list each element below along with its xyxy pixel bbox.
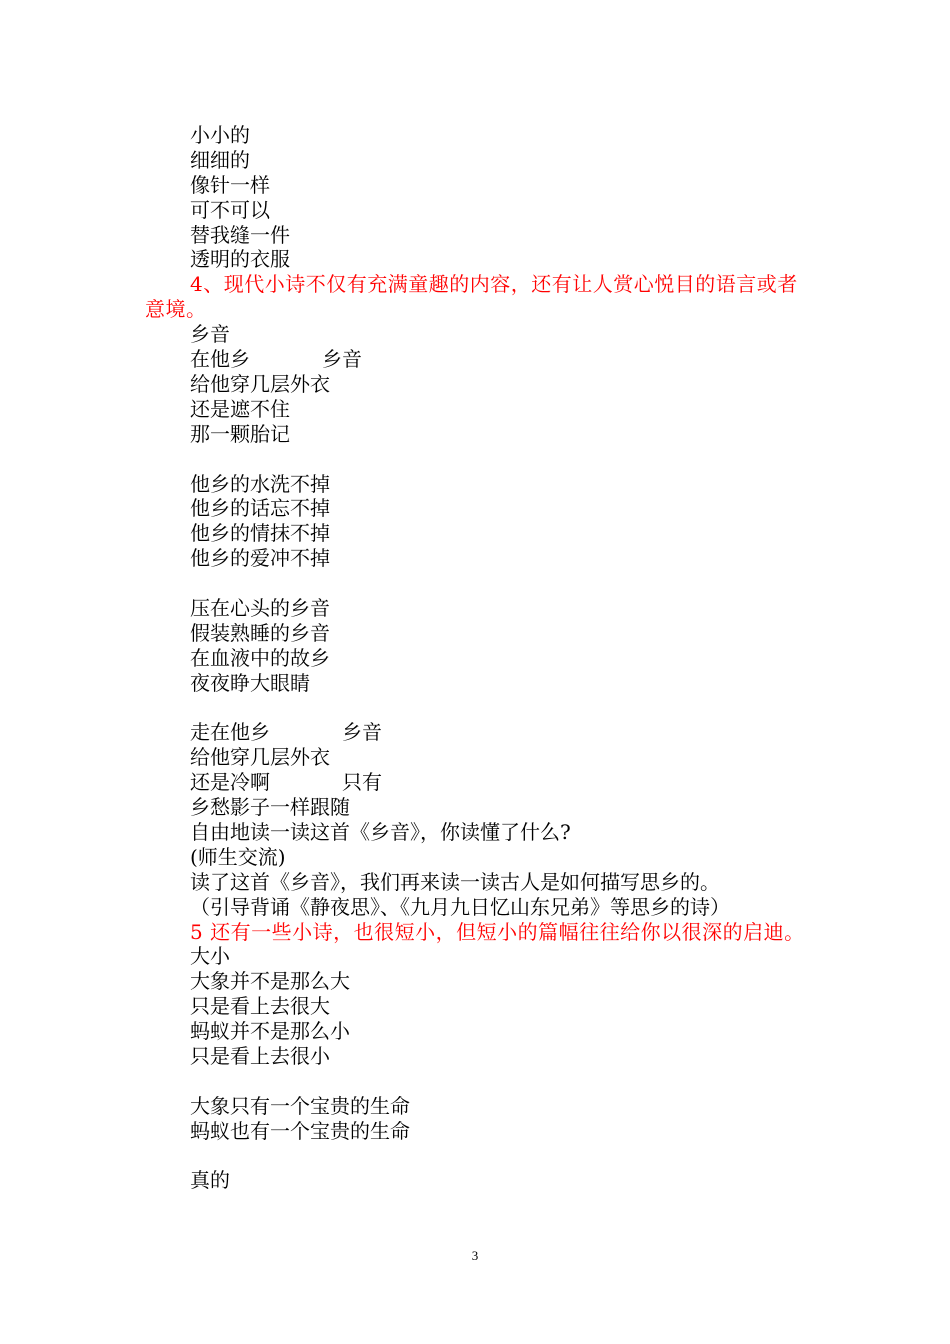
poem-line: 夜夜睁大眼睛 — [190, 670, 310, 695]
poem-line: 他乡的情抹不掉 — [190, 521, 330, 546]
section-5-heading: 5 还有一些小诗，也很短小，但短小的篇幅往往给你以很深的启迪。 — [190, 919, 805, 944]
poem-line-part: 走在他乡 — [190, 720, 270, 745]
discussion-note: (师生交流) — [190, 844, 286, 869]
discussion-question: 读了这首《乡音》，我们再来读一读古人是如何描写思乡的。 — [190, 869, 720, 894]
poem-line: 蚂蚁也有一个宝贵的生命 — [190, 1118, 410, 1143]
poem-line-part: 乡音 — [322, 347, 362, 372]
document-body — [145, 123, 815, 1193]
poem-line: 给他穿几层外衣 — [190, 371, 330, 396]
poem-line: 像针一样 — [190, 172, 270, 197]
poem-line — [145, 347, 815, 372]
poem-line-part: 还是冷啊 — [190, 770, 270, 795]
stanza-break — [145, 1069, 815, 1094]
page-number: 3 — [471, 1248, 479, 1263]
stanza-break — [145, 571, 815, 596]
discussion-question: 自由地读一读这首《乡音》，你读懂了什么? — [190, 819, 571, 844]
poem-line: 小小的 — [190, 123, 250, 147]
poem-line: 给他穿几层外衣 — [190, 745, 330, 770]
poem-line — [145, 720, 815, 745]
poem-title: 乡音 — [190, 322, 230, 347]
stanza-break — [145, 696, 815, 721]
poem-line: 透明的衣服 — [190, 247, 290, 272]
poem-line: 大象并不是那么大 — [190, 969, 350, 994]
poem-line: 他乡的话忘不掉 — [190, 496, 330, 521]
poem-line: 可不可以 — [190, 197, 270, 222]
poem-line: 替我缝一件 — [190, 222, 290, 247]
poem-line: 乡愁影子一样跟随 — [190, 795, 350, 820]
poem-line: 大象只有一个宝贵的生命 — [190, 1093, 410, 1118]
poem-line-part: 在他乡 — [190, 347, 250, 372]
poem-line — [145, 770, 815, 795]
discussion-note: （引导背诵《静夜思》、《九月九日忆山东兄弟》等思乡的诗） — [190, 894, 730, 919]
stanza-break — [145, 1144, 815, 1169]
poem-line: 真的 — [190, 1168, 230, 1193]
poem-title: 大小 — [190, 944, 230, 969]
poem-line: 还是遮不住 — [190, 396, 290, 421]
poem-line: 他乡的爱冲不掉 — [190, 546, 330, 571]
poem-line: 只是看上去很大 — [190, 994, 330, 1019]
poem-line: 假装熟睡的乡音 — [190, 620, 330, 645]
poem-line: 在血液中的故乡 — [190, 645, 330, 670]
poem-line: 压在心头的乡音 — [190, 595, 330, 620]
stanza-break — [145, 447, 815, 472]
poem-line-part: 乡音 — [342, 720, 382, 745]
section-4-heading: 4、现代小诗不仅有充满童趣的内容，还有让人赏心悦目的语言或者意境。 — [145, 272, 798, 322]
poem-line: 他乡的水洗不掉 — [190, 471, 330, 496]
poem-line-part: 只有 — [342, 770, 382, 795]
poem-line: 蚂蚁并不是那么小 — [190, 1019, 350, 1044]
poem-line: 只是看上去很小 — [190, 1044, 330, 1068]
poem-line: 那一颗胎记 — [190, 421, 290, 446]
poem-line: 细细的 — [190, 147, 250, 172]
